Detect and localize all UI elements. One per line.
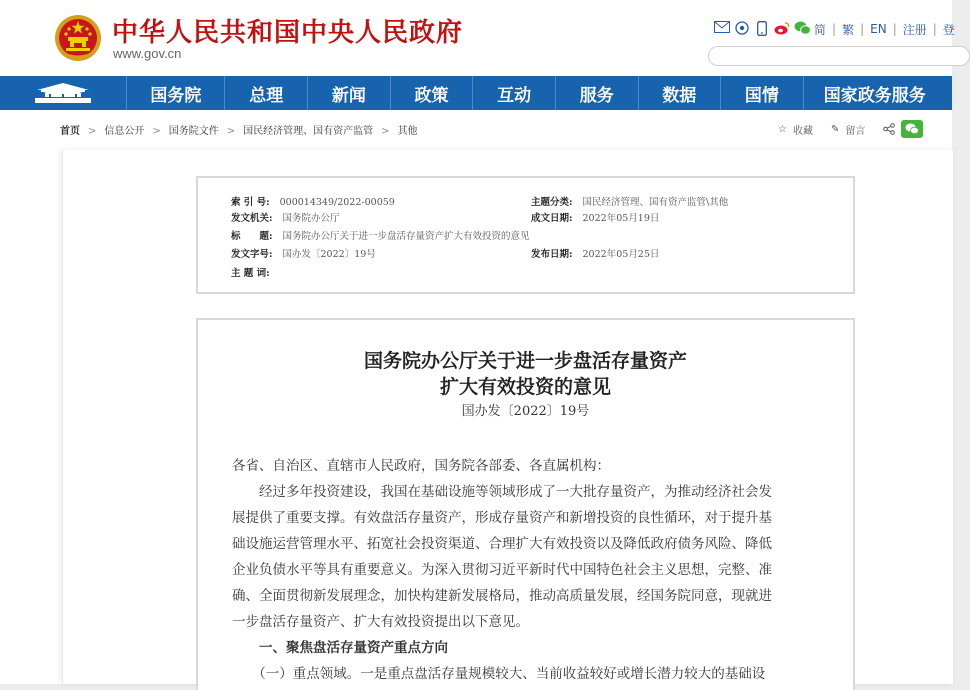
meta-value: 国办发〔2022〕19号: [282, 249, 376, 260]
share-toolbar: [778, 120, 923, 138]
chevron-right-icon: >: [381, 126, 390, 137]
meta-key: 发文机关:: [231, 213, 273, 224]
document-title-line1: 国务院办公厅关于进一步盘活存量资产: [363, 350, 687, 372]
nav-item-gov-services[interactable]: 国家政务服务: [823, 85, 926, 106]
weibo-logo-icon[interactable]: [774, 21, 790, 37]
meta-date-written: [531, 210, 659, 224]
star-icon[interactable]: ☆: [778, 123, 787, 135]
nav-home-button[interactable]: [0, 76, 127, 110]
meta-value: 2022年05月25日: [582, 249, 660, 260]
nav-item-services[interactable]: 服务: [556, 76, 639, 110]
document-body-box: [196, 318, 855, 690]
meta-category: [531, 194, 728, 208]
meta-value: 国民经济管理、国有资产监管\其他: [582, 197, 729, 208]
breadcrumb-state-council-docs[interactable]: 国务院文件: [168, 126, 219, 137]
nav-item-national-info[interactable]: 国情: [721, 76, 804, 110]
comment-button[interactable]: 留言: [845, 125, 866, 137]
nav-item-state-council[interactable]: 国务院: [127, 76, 225, 110]
site-url[interactable]: www.gov.cn: [113, 46, 182, 61]
divider: |: [860, 22, 865, 36]
top-toolbar: [714, 20, 955, 38]
chevron-right-icon: >: [88, 126, 97, 137]
meta-key: 主 题 词:: [231, 268, 270, 279]
lang-simplified-link[interactable]: 简: [814, 22, 827, 37]
paragraph-line: 经过多年投资建设，我国在基础设施等领域形成了一大批存量资产，为推动经济社会发: [232, 484, 772, 500]
nav-item-interaction[interactable]: 互动: [473, 76, 556, 110]
meta-key: 发布日期:: [531, 249, 573, 260]
nav-item-policy[interactable]: 政策: [391, 76, 474, 110]
meta-title: [231, 228, 530, 242]
national-emblem-icon: [54, 13, 102, 63]
search-input[interactable]: [708, 46, 970, 66]
meta-keywords: [231, 265, 280, 279]
divider: |: [892, 22, 897, 36]
meta-key: 成文日期:: [531, 213, 573, 224]
meta-issuer: [231, 210, 340, 224]
section-heading: 一、聚焦盘活存量资产重点方向: [232, 640, 448, 656]
paragraph-line: 一步盘活存量资产、扩大有效投资提出以下意见。: [232, 614, 529, 630]
pencil-icon[interactable]: ✎: [830, 123, 840, 135]
site-header: [0, 0, 955, 76]
login-link[interactable]: 登: [942, 22, 955, 37]
wechat-icon[interactable]: [794, 21, 810, 37]
paragraph-line: 企业负债水平等具有重要意义。为深入贯彻习近平新时代中国特色社会主义思想，完整、准: [232, 562, 772, 578]
mobile-icon[interactable]: [754, 21, 770, 37]
main-nav: [0, 76, 952, 110]
chevron-right-icon: >: [226, 126, 236, 137]
nav-item-news[interactable]: 新闻: [308, 76, 391, 110]
breadcrumb-other[interactable]: 其他: [397, 126, 418, 137]
site-title[interactable]: 中华人民共和国中央人民政府: [112, 18, 464, 48]
breadcrumb-bar: [0, 110, 952, 148]
breadcrumb-home[interactable]: 首页: [60, 126, 80, 137]
divider: |: [932, 22, 937, 36]
nav-item-premier[interactable]: 总理: [225, 76, 308, 110]
divider: |: [832, 22, 837, 36]
share-icon[interactable]: [883, 123, 895, 135]
breadcrumb: [60, 122, 418, 137]
document-number: 国办发〔2022〕19号: [461, 404, 590, 419]
weibo-icon[interactable]: [734, 21, 750, 37]
wechat-share-button[interactable]: [901, 120, 923, 138]
breadcrumb-economy[interactable]: 国民经济管理、国有资产监管: [243, 126, 374, 137]
meta-value: 国务院办公厅关于进一步盘活存量资产扩大有效投资的意见: [282, 231, 530, 242]
meta-key: 发文字号:: [231, 249, 273, 260]
meta-key: 标 题:: [231, 231, 273, 242]
paragraph-line: 确、全面贯彻新发展理念，加快构建新发展格局，推动高质量发展，经国务院同意，现就进: [232, 588, 772, 604]
paragraph-line: （一）重点领域。一是重点盘活存量规模较大、当前收益较好或增长潜力较大的基础设: [232, 666, 766, 682]
register-link[interactable]: 注册: [902, 22, 927, 37]
meta-value: 000014349/2022-00059: [279, 197, 395, 208]
lang-traditional-link[interactable]: 繁: [842, 22, 855, 37]
chevron-right-icon: >: [152, 126, 161, 137]
mail-icon[interactable]: [714, 21, 730, 37]
salutation: 各省、自治区、直辖市人民政府，国务院各部委、各直属机构：: [232, 458, 610, 474]
meta-key: 主题分类:: [531, 197, 573, 208]
meta-publish-date: [531, 246, 659, 260]
meta-doc-number: [231, 246, 376, 260]
meta-value: 2022年05月19日: [582, 213, 660, 224]
meta-value: 国务院办公厅: [282, 213, 340, 224]
document-title-line2: 扩大有效投资的意见: [439, 376, 611, 398]
nav-item-data[interactable]: 数据: [639, 76, 722, 110]
tiananmen-icon: [33, 82, 93, 104]
breadcrumb-info-public[interactable]: 信息公开: [104, 126, 145, 137]
wechat-icon: [905, 123, 919, 135]
meta-index: [231, 194, 395, 208]
favorite-button[interactable]: 收藏: [792, 125, 813, 137]
lang-english-link[interactable]: EN: [870, 22, 887, 36]
paragraph-line: 础设施运营管理水平、拓宽社会投资渠道、合理扩大有效投资以及降低政府债务风险、降低: [232, 536, 772, 552]
paragraph-line: 展提供了重要支撑。有效盘活存量资产，形成存量资产和新增投资的良性循环，对于提升基: [232, 510, 772, 526]
document-metadata-box: [196, 176, 855, 294]
meta-key: 索 引 号:: [231, 197, 270, 208]
